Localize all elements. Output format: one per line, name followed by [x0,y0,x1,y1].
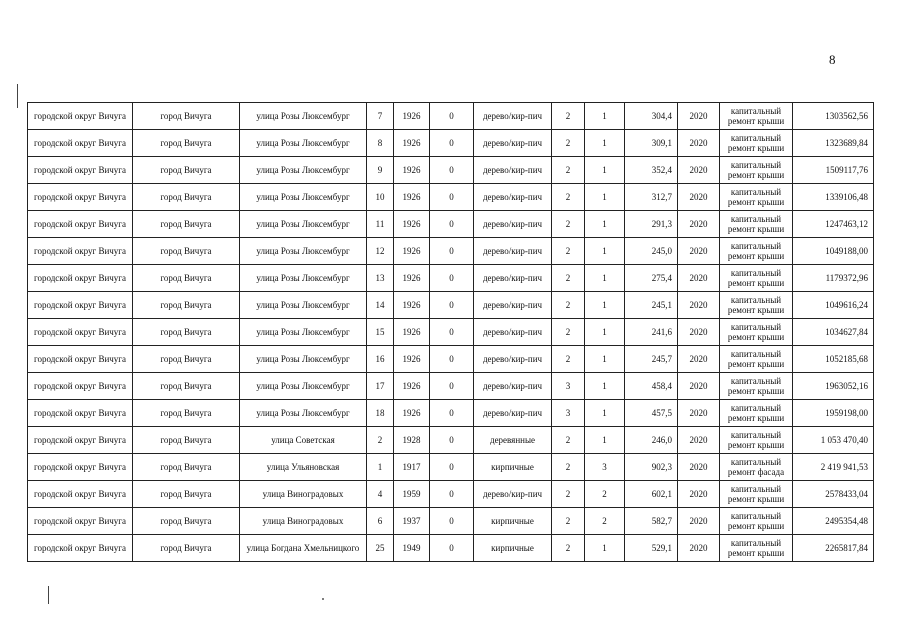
cell-entrances: 1 [585,157,625,184]
page-number: 8 [829,52,836,67]
cell-street: улица Розы Люксембург [240,292,367,319]
cell-floors: 2 [552,319,585,346]
cell-plan-year: 2020 [678,373,720,400]
cell-flag: 0 [430,427,474,454]
cell-floors: 2 [552,346,585,373]
cell-plan-year: 2020 [678,346,720,373]
cell-floors: 2 [552,508,585,535]
cell-city: город Вичуга [133,319,240,346]
cell-work: капитальный ремонт крыши [720,265,793,292]
cell-cost: 1323689,84 [793,130,874,157]
cell-city: город Вичуга [133,535,240,562]
cell-cost: 1959198,00 [793,400,874,427]
cell-year: 1926 [394,211,430,238]
table-row [28,346,874,373]
cell-district: городской округ Вичуга [28,292,133,319]
cell-plan-year: 2020 [678,508,720,535]
cell-year: 1926 [394,292,430,319]
cell-material: дерево/кир-пич [474,346,552,373]
cell-city: город Вичуга [133,265,240,292]
cell-cost: 2 419 941,53 [793,454,874,481]
cell-area: 275,4 [625,265,678,292]
cell-flag: 0 [430,238,474,265]
cell-plan-year: 2020 [678,535,720,562]
cell-year: 1926 [394,265,430,292]
cell-cost: 1509117,76 [793,157,874,184]
cell-material: деревянные [474,427,552,454]
cell-cost: 1049188,00 [793,238,874,265]
cell-flag: 0 [430,184,474,211]
cell-district: городской округ Вичуга [28,238,133,265]
table-row [28,157,874,184]
cell-area: 582,7 [625,508,678,535]
cell-house: 11 [367,211,394,238]
cell-year: 1926 [394,130,430,157]
cell-cost: 2578433,04 [793,481,874,508]
cell-floors: 2 [552,238,585,265]
cell-floors: 2 [552,292,585,319]
cell-plan-year: 2020 [678,319,720,346]
cell-area: 312,7 [625,184,678,211]
cell-entrances: 1 [585,238,625,265]
table-row [28,130,874,157]
cell-year: 1926 [394,319,430,346]
cell-year: 1926 [394,184,430,211]
cell-flag: 0 [430,508,474,535]
cell-area: 245,1 [625,292,678,319]
cell-street: улица Розы Люксембург [240,211,367,238]
cell-house: 10 [367,184,394,211]
cell-district: городской округ Вичуга [28,319,133,346]
cell-house: 8 [367,130,394,157]
cell-cost: 1963052,16 [793,373,874,400]
cell-year: 1926 [394,373,430,400]
cell-floors: 2 [552,481,585,508]
cell-entrances: 1 [585,535,625,562]
cell-plan-year: 2020 [678,427,720,454]
table-row [28,184,874,211]
cell-city: город Вичуга [133,157,240,184]
table-row [28,238,874,265]
cell-plan-year: 2020 [678,184,720,211]
cell-area: 245,7 [625,346,678,373]
cell-material: дерево/кир-пич [474,292,552,319]
scan-dot [322,598,324,600]
cell-year: 1926 [394,346,430,373]
table-row [28,211,874,238]
cell-flag: 0 [430,400,474,427]
cell-work: капитальный ремонт крыши [720,427,793,454]
cell-work: капитальный ремонт крыши [720,346,793,373]
cell-entrances: 1 [585,346,625,373]
cell-plan-year: 2020 [678,103,720,130]
cell-material: кирпичные [474,535,552,562]
cell-floors: 2 [552,265,585,292]
cell-material: дерево/кир-пич [474,130,552,157]
cell-material: дерево/кир-пич [474,265,552,292]
cell-floors: 2 [552,454,585,481]
cell-entrances: 2 [585,508,625,535]
cell-flag: 0 [430,130,474,157]
cell-work: капитальный ремонт крыши [720,238,793,265]
table-row [28,508,874,535]
cell-city: город Вичуга [133,211,240,238]
cell-entrances: 1 [585,400,625,427]
cell-work: капитальный ремонт крыши [720,157,793,184]
cell-plan-year: 2020 [678,238,720,265]
cell-plan-year: 2020 [678,130,720,157]
cell-district: городской округ Вичуга [28,265,133,292]
cell-district: городской округ Вичуга [28,346,133,373]
cell-street: улица Розы Люксембург [240,130,367,157]
cell-area: 245,0 [625,238,678,265]
cell-flag: 0 [430,481,474,508]
cell-plan-year: 2020 [678,481,720,508]
cell-material: дерево/кир-пич [474,157,552,184]
cell-cost: 1339106,48 [793,184,874,211]
cell-street: улица Богдана Хмельницкого [240,535,367,562]
cell-material: дерево/кир-пич [474,238,552,265]
cell-city: город Вичуга [133,238,240,265]
cell-material: кирпичные [474,454,552,481]
cell-year: 1926 [394,400,430,427]
cell-entrances: 1 [585,184,625,211]
cell-city: город Вичуга [133,373,240,400]
cell-district: городской округ Вичуга [28,535,133,562]
cell-plan-year: 2020 [678,454,720,481]
cell-district: городской округ Вичуга [28,157,133,184]
cell-cost: 1 053 470,40 [793,427,874,454]
cell-year: 1928 [394,427,430,454]
cell-area: 291,3 [625,211,678,238]
cell-floors: 2 [552,157,585,184]
cell-area: 304,4 [625,103,678,130]
cell-area: 246,0 [625,427,678,454]
cell-city: город Вичуга [133,400,240,427]
cell-district: городской округ Вичуга [28,130,133,157]
cell-street: улица Розы Люксембург [240,103,367,130]
cell-city: город Вичуга [133,184,240,211]
cell-work: капитальный ремонт крыши [720,535,793,562]
cell-year: 1917 [394,454,430,481]
cell-year: 1949 [394,535,430,562]
scan-mark-left-bottom [48,586,49,604]
cell-floors: 2 [552,535,585,562]
cell-floors: 3 [552,400,585,427]
cell-material: дерево/кир-пич [474,373,552,400]
cell-house: 15 [367,319,394,346]
cell-flag: 0 [430,103,474,130]
cell-entrances: 1 [585,427,625,454]
cell-street: улица Розы Люксембург [240,346,367,373]
cell-city: город Вичуга [133,454,240,481]
cell-street: улица Розы Люксембург [240,238,367,265]
cell-entrances: 1 [585,292,625,319]
cell-cost: 1179372,96 [793,265,874,292]
cell-year: 1926 [394,157,430,184]
cell-district: городской округ Вичуга [28,184,133,211]
cell-house: 7 [367,103,394,130]
cell-year: 1926 [394,103,430,130]
cell-flag: 0 [430,211,474,238]
cell-work: капитальный ремонт крыши [720,211,793,238]
cell-city: город Вичуга [133,346,240,373]
cell-plan-year: 2020 [678,292,720,319]
cell-street: улица Виноградовых [240,508,367,535]
cell-material: дерево/кир-пич [474,103,552,130]
cell-city: город Вичуга [133,130,240,157]
cell-area: 457,5 [625,400,678,427]
cell-entrances: 1 [585,265,625,292]
table-row [28,103,874,130]
cell-cost: 2495354,48 [793,508,874,535]
table-row [28,319,874,346]
cell-area: 902,3 [625,454,678,481]
cell-house: 17 [367,373,394,400]
cell-house: 18 [367,400,394,427]
cell-house: 13 [367,265,394,292]
cell-area: 309,1 [625,130,678,157]
cell-house: 4 [367,481,394,508]
cell-area: 458,4 [625,373,678,400]
cell-house: 25 [367,535,394,562]
cell-flag: 0 [430,373,474,400]
cell-material: кирпичные [474,508,552,535]
cell-street: улица Виноградовых [240,481,367,508]
cell-material: дерево/кир-пич [474,400,552,427]
cell-work: капитальный ремонт крыши [720,319,793,346]
cell-work: капитальный ремонт крыши [720,292,793,319]
cell-entrances: 1 [585,211,625,238]
cell-street: улица Розы Люксембург [240,319,367,346]
cell-city: город Вичуга [133,427,240,454]
cell-entrances: 3 [585,454,625,481]
cell-floors: 2 [552,130,585,157]
cell-floors: 3 [552,373,585,400]
cell-flag: 0 [430,265,474,292]
cell-flag: 0 [430,454,474,481]
cell-entrances: 1 [585,373,625,400]
cell-house: 2 [367,427,394,454]
cell-cost: 1052185,68 [793,346,874,373]
cell-street: улица Советская [240,427,367,454]
cell-street: улица Розы Люксембург [240,265,367,292]
cell-flag: 0 [430,157,474,184]
cell-cost: 1247463,12 [793,211,874,238]
cell-street: улица Розы Люксембург [240,400,367,427]
cell-area: 529,1 [625,535,678,562]
cell-house: 14 [367,292,394,319]
cell-area: 241,6 [625,319,678,346]
cell-street: улица Розы Люксембург [240,184,367,211]
cell-floors: 2 [552,211,585,238]
cell-work: капитальный ремонт крыши [720,400,793,427]
table-row [28,373,874,400]
cell-year: 1926 [394,238,430,265]
cell-flag: 0 [430,292,474,319]
cell-city: город Вичуга [133,292,240,319]
cell-city: город Вичуга [133,481,240,508]
cell-area: 352,4 [625,157,678,184]
scan-mark-left-top [17,84,18,108]
table-row [28,535,874,562]
cell-flag: 0 [430,346,474,373]
cell-floors: 2 [552,184,585,211]
cell-district: городской округ Вичуга [28,481,133,508]
cell-street: улица Розы Люксембург [240,373,367,400]
cell-district: городской округ Вичуга [28,211,133,238]
cell-work: капитальный ремонт крыши [720,130,793,157]
cell-district: городской округ Вичуга [28,454,133,481]
cell-material: дерево/кир-пич [474,211,552,238]
cell-house: 6 [367,508,394,535]
table-row [28,265,874,292]
cell-city: город Вичуга [133,103,240,130]
cell-entrances: 1 [585,103,625,130]
cell-cost: 1034627,84 [793,319,874,346]
cell-material: дерево/кир-пич [474,184,552,211]
housing-repair-table [27,102,874,562]
cell-flag: 0 [430,535,474,562]
cell-plan-year: 2020 [678,400,720,427]
cell-plan-year: 2020 [678,211,720,238]
cell-entrances: 2 [585,481,625,508]
cell-district: городской округ Вичуга [28,508,133,535]
cell-work: капитальный ремонт крыши [720,508,793,535]
cell-area: 602,1 [625,481,678,508]
cell-district: городской округ Вичуга [28,103,133,130]
cell-house: 1 [367,454,394,481]
cell-floors: 2 [552,427,585,454]
table-row [28,454,874,481]
cell-cost: 2265817,84 [793,535,874,562]
cell-entrances: 1 [585,130,625,157]
cell-house: 9 [367,157,394,184]
cell-floors: 2 [552,103,585,130]
cell-work: капитальный ремонт крыши [720,184,793,211]
cell-plan-year: 2020 [678,265,720,292]
table-row [28,292,874,319]
cell-work: капитальный ремонт крыши [720,481,793,508]
cell-district: городской округ Вичуга [28,400,133,427]
cell-material: дерево/кир-пич [474,319,552,346]
cell-work: капитальный ремонт крыши [720,103,793,130]
cell-material: дерево/кир-пич [474,481,552,508]
cell-street: улица Розы Люксембург [240,157,367,184]
cell-flag: 0 [430,319,474,346]
cell-work: капитальный ремонт крыши [720,373,793,400]
cell-plan-year: 2020 [678,157,720,184]
table-row [28,427,874,454]
cell-city: город Вичуга [133,508,240,535]
cell-house: 12 [367,238,394,265]
cell-cost: 1303562,56 [793,103,874,130]
cell-work: капитальный ремонт фасада [720,454,793,481]
cell-district: городской округ Вичуга [28,373,133,400]
cell-year: 1937 [394,508,430,535]
cell-entrances: 1 [585,319,625,346]
cell-year: 1959 [394,481,430,508]
cell-street: улица Ульяновская [240,454,367,481]
cell-cost: 1049616,24 [793,292,874,319]
table-row [28,400,874,427]
table-row [28,481,874,508]
cell-house: 16 [367,346,394,373]
cell-district: городской округ Вичуга [28,427,133,454]
